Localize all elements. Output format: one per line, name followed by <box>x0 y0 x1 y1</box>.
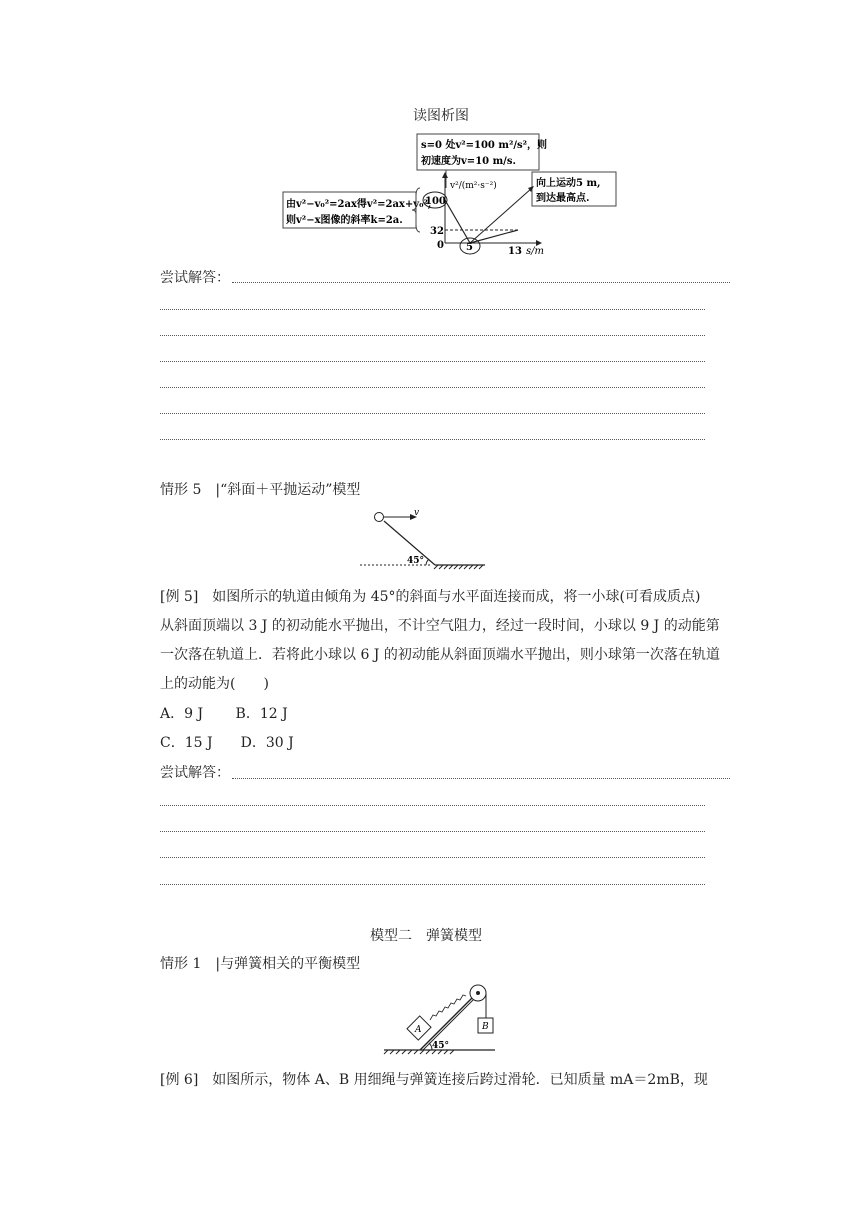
answer-line[interactable] <box>232 282 730 283</box>
answer-line[interactable] <box>160 361 705 362</box>
example5-options-row1: A．9 J B．12 J <box>160 706 288 722</box>
answer-line[interactable] <box>160 884 705 885</box>
callout-right-line1: 向上运动5 m, <box>536 178 601 189</box>
callout-left-line1: 由v²−v₀²=2ax得v²=2ax+v₀², <box>286 199 432 210</box>
incline-projectile-figure <box>350 505 490 575</box>
answer-line[interactable] <box>160 831 705 832</box>
case1-heading: 情形 1 |与弹簧相关的平衡模型 <box>160 956 361 972</box>
answer-line[interactable] <box>160 413 705 414</box>
case5-heading: 情形 5 |“斜面＋平抛运动”模型 <box>160 482 361 498</box>
velocity-v-label: v <box>414 508 420 518</box>
answer-line[interactable] <box>160 309 705 310</box>
x-axis-label: s/m <box>526 246 544 257</box>
example6-line1: [例 6] 如图所示，物体 A、B 用细绳与弹簧连接后跨过滑轮．已知质量 mA＝2mB，现 <box>160 1072 708 1088</box>
model2-title: 模型二 弹簧模型 <box>370 928 482 944</box>
callout-top-line1: s=0 处v²=100 m²/s²，则 <box>421 140 547 151</box>
tick-100: 100 <box>425 196 446 207</box>
answer-line[interactable] <box>160 857 705 858</box>
callout-right-line2: 到达最高点. <box>536 193 590 204</box>
answer-line[interactable] <box>232 778 730 779</box>
answer-line[interactable] <box>160 335 705 336</box>
tick-32: 32 <box>430 226 444 237</box>
answer-line[interactable] <box>160 387 705 388</box>
tick-0: 0 <box>437 240 444 251</box>
block-b-label: B <box>482 1022 489 1032</box>
figure-title: 读图析图 <box>413 108 469 124</box>
angle-45-label-2: 45° <box>432 1041 450 1051</box>
try-answer-label-1: 尝试解答： <box>160 270 230 286</box>
tick-13: 13 <box>508 246 522 257</box>
callout-left-line2: 则v²−x图像的斜率k=2a. <box>286 215 403 226</box>
tick-5: 5 <box>466 242 473 253</box>
example5-line4: 上的动能为( ) <box>160 676 269 692</box>
v2-s-graph-figure <box>280 130 620 260</box>
angle-45-label: 45° <box>407 556 425 566</box>
block-a-label: A <box>415 1025 422 1035</box>
answer-line[interactable] <box>160 805 705 806</box>
example5-options-row2: C．15 J D．30 J <box>160 735 294 751</box>
callout-top-line2: 初速度为v=10 m/s. <box>421 156 516 167</box>
example5-line1: [例 5] 如图所示的轨道由倾角为 45°的斜面与水平面连接而成，将一小球(可看成质点) <box>160 589 701 605</box>
spring-pulley-figure <box>380 982 510 1058</box>
example5-line3: 一次落在轨道上．若将此小球以 6 J 的初动能从斜面顶端水平抛出，则小球第一次落在轨道 <box>160 647 720 663</box>
y-axis-label: v²/(m²·s⁻²) <box>450 181 497 191</box>
try-answer-label-2: 尝试解答： <box>160 765 230 781</box>
answer-line[interactable] <box>160 439 705 440</box>
example5-line2: 从斜面顶端以 3 J 的初动能水平抛出，不计空气阻力，经过一段时间，小球以 9 J 的动能第 <box>160 618 720 634</box>
